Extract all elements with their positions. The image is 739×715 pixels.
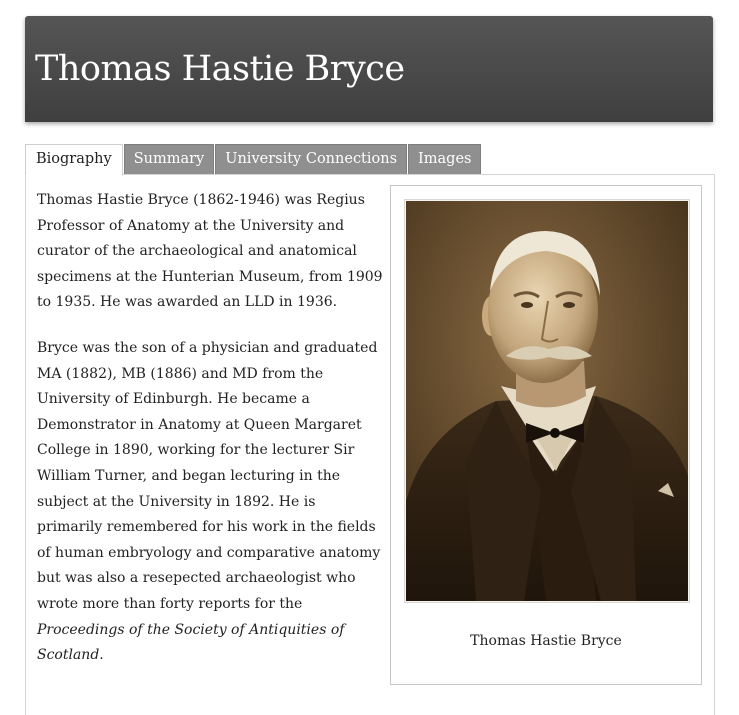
portrait-figure (390, 185, 702, 685)
page-title: Thomas Hastie Bryce (35, 49, 405, 89)
portrait-caption: Thomas Hastie Bryce (470, 633, 622, 649)
tab-images[interactable]: Images (408, 144, 481, 174)
tab-biography[interactable]: Biography (25, 144, 123, 176)
biography-paragraph (37, 336, 383, 669)
tab-summary[interactable]: Summary (124, 144, 215, 174)
tab-university-connections[interactable]: University Connections (215, 144, 407, 174)
biography-text-span: . (99, 647, 104, 664)
portrait-photo[interactable] (404, 199, 690, 603)
portrait-image (406, 201, 688, 601)
page-header (25, 16, 713, 122)
publication-title: Proceedings of the Society of Antiquities of Scotland (37, 621, 345, 664)
tab-panel-biography (25, 174, 715, 715)
biography-text-span: Bryce was the son of a physician and graduated MA (1882), MB (1886) and MD from the University of Edinburgh. He became a Demonstrator in Anatomy at Queen Margaret College in 1890, working for the lecturer Sir William Turner, and began lecturing in the subject at the University in 1892. He is primarily remembered for his work in the fields of human embryology and comparative anatomy but was also a resepected archaeologist who wrote more than forty reports for the (37, 339, 381, 612)
biography-text (37, 188, 383, 689)
tab-bar (25, 144, 482, 175)
biography-paragraph: Thomas Hastie Bryce (1862-1946) was Regius Professor of Anatomy at the University and curator of the archaeological and anatomical specimens at the Hunterian Museum, from 1909 to 1935. He was awarded an LLD in 1936. (37, 192, 383, 311)
